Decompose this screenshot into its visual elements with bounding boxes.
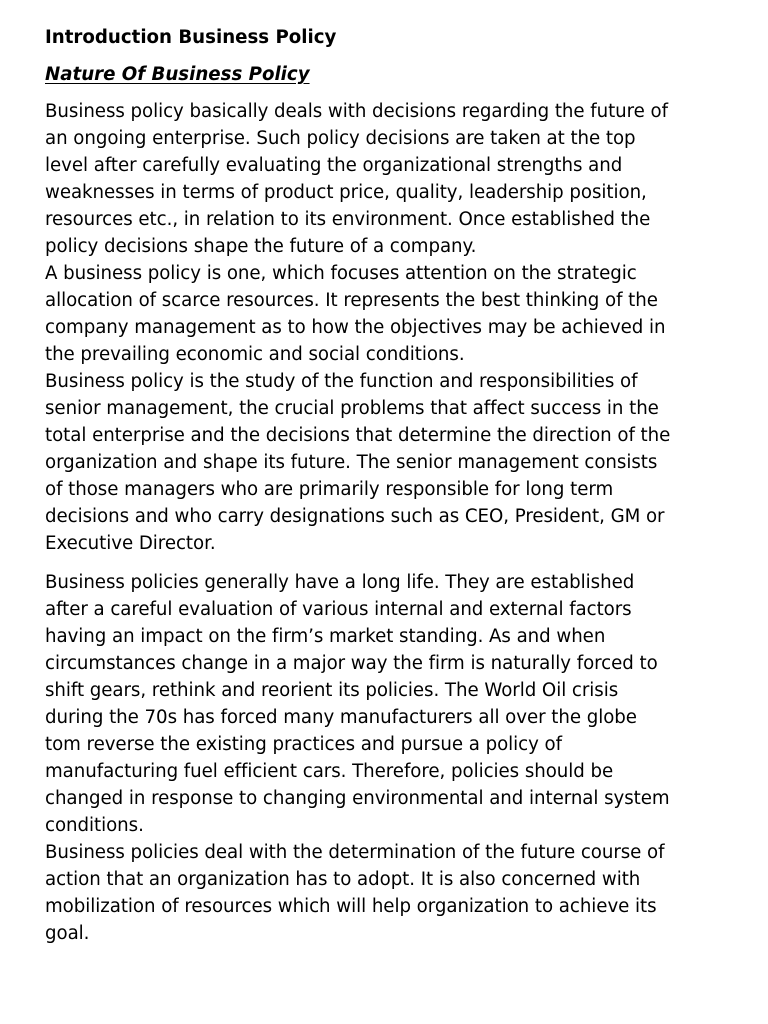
paragraph: A business policy is one, which focuses attention on the strategic allocation of scarce resources. It represents the best thinking of the company management as to how the objectives may be achieved in the prevailing economic and social conditions. <box>45 263 666 365</box>
paragraph: Business policy basically deals with decisions regarding the future of an ongoing enterprise. Such policy decisions are taken at the top level after carefully evaluating the organizational strengths and weaknesses in terms of product price, quality, leadership position, resources etc., in relation to its environment. Once established the policy decisions shape the future of a company. <box>45 101 668 257</box>
document-page <box>45 24 735 947</box>
document-title: Introduction Business Policy <box>45 27 337 48</box>
paragraph: Business policies deal with the determination of the future course of action that an organization has to adopt. It is also concerned with mobilization of resources which will help organization to achieve its goal. <box>45 842 665 944</box>
paragraph: Business policy is the study of the function and responsibilities of senior management, the crucial problems that affect success in the total enterprise and the decisions that determine the direction of the organization and shape its future. The senior management consists of those managers who are primarily responsible for long term decisions and who carry designations such as CEO, President, GM or Executive Director. <box>45 371 671 554</box>
section-heading: Nature Of Business Policy <box>45 64 310 85</box>
paragraph: Business policies generally have a long life. They are established after a careful evaluation of various internal and external factors having an impact on the firm’s market standing. As and when circumstances change in a major way the firm is naturally forced to shift gears, rethink and reorient its policies. The World Oil crisis during the 70s has forced many manufacturers all over the globe tom reverse the existing practices and pursue a policy of manufacturing fuel efficient cars. Therefore, policies should be changed in response to changing environmental and internal system conditions. <box>45 572 670 836</box>
